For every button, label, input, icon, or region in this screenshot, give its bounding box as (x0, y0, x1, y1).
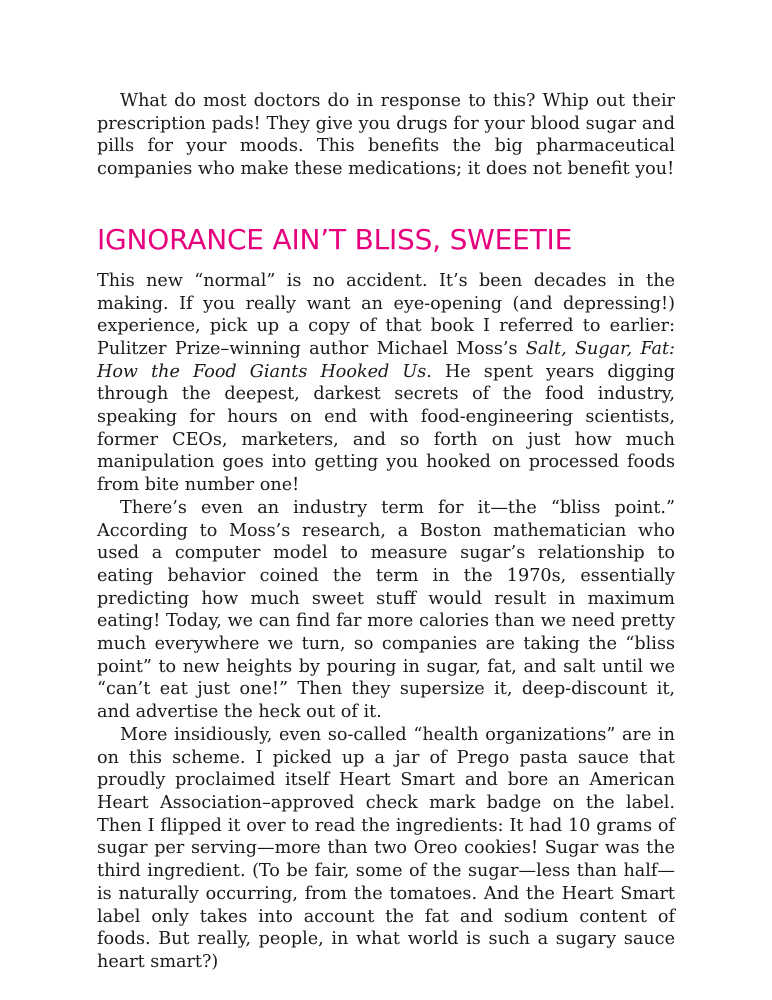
book-title: Salt, Sugar, Fat: How the Food Giants Hooked Us (97, 338, 675, 382)
book-page (97, 90, 675, 974)
paragraph-text-before-title: This new “normal” is no accident. It’s been decades in the making. If you really want an eye-opening (and depressing!) experience, pick up a copy of that book I referred to earlier: Pulitzer Prize–winning author Michael Moss’s (97, 270, 675, 359)
intro-paragraph: What do most doctors do in response to this? Whip out their prescription pads! They give you drugs for your blood sugar and pills for your moods. This benefits the big pharmaceutical companies who make these medications; it does not benefit you! (97, 91, 675, 180)
paragraph-salt-sugar-fat (97, 270, 675, 497)
paragraph-health-organizations: More insidiously, even so-called “health organizations” are in on this scheme. I picked up a jar of Prego pasta sauce that proudly proclaimed itself Heart Smart and bore an American Heart Association–approved check mark badge on the label. Then I flipped it over to read the ingredients: It had 10 grams of sugar per serving—more than two Oreo cookies! Sugar was the third ingredient. (To be fair, some of the sugar—less than half—is naturally occurring, from the tomatoes. And the Heart Smart label only takes into account the fat and sodium content of foods. But really, people, in what world is such a sugary sauce heart smart?) (97, 724, 675, 972)
paragraph-text-after-title: . He spent years digging through the deepest, darkest secrets of the food industry, speaking for hours on end with food-engineering scientists, former CEOs, marketers, and so forth on just how much manipulation goes into getting you hooked on processed foods from bite number one! (97, 361, 675, 496)
paragraph-bliss-point: There’s even an industry term for it—the “bliss point.” According to Moss’s research, a Boston mathematician who used a computer model to measure sugar’s relationship to eating behavior coined the term in the 1970s, essentially predicting how much sweet stuff would result in maximum eating! Today, we can find far more calories than we need pretty much everywhere we turn, so companies are taking the “bliss point” to new heights by pouring in sugar, fat, and salt until we “can’t eat just one!” Then they supersize it, deep-discount it, and advertise the heck out of it. (97, 497, 675, 723)
section-heading: IGNORANCE AIN’T BLISS, SWEETIE (97, 222, 573, 256)
